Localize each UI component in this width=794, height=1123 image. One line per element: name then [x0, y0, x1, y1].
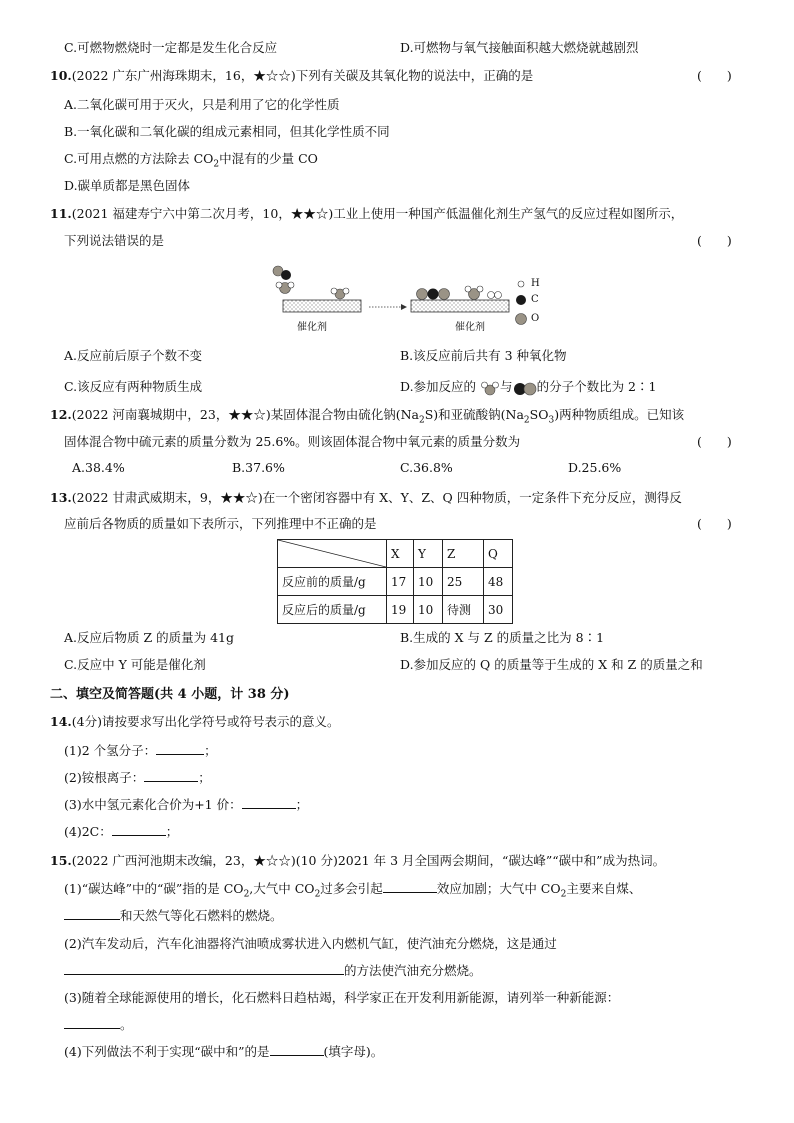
q15-part2-line2: 的方法使汽油充分燃烧。 [64, 961, 482, 979]
q12-option-d: D.25.6% [568, 460, 622, 475]
answer-blank[interactable] [144, 769, 198, 782]
q9-option-d: D.可燃物与氧气接触面积越大燃烧就越剧烈 [400, 40, 639, 55]
co-molecule-before [273, 266, 291, 280]
q11-number: 11. [50, 206, 72, 221]
h2o-molecule-before-2 [331, 288, 349, 299]
q14-number: 14. [50, 714, 72, 729]
table-cell: 25 [443, 568, 484, 596]
q15-part1-line1: (1)“碳达峰”中的“碳”指的是 $CO_2$,大气中 $CO_2$过多会引起 效应加剧；大气中 $CO_2$主要来自煤、 [64, 881, 642, 900]
section-2-title: 二、填空及简答题(共 4 小题，计 38 分) [50, 687, 290, 702]
table-row-label: 反应前的质量/g [278, 568, 387, 596]
q15-part3-line1: (3)随着全球能源使用的增长，化石燃料日趋枯竭，科学家正在开发利用新能源，请列举一种新能源： [64, 990, 620, 1005]
q12-option-a: A.38.4% [72, 460, 125, 475]
q15-part4: (4)下列做法不利于实现“碳中和”的是 (填字母)。 [64, 1044, 384, 1059]
q11-answer-paren[interactable]: ( ) [697, 233, 732, 248]
q15-part1-line2: 和天然气等化石燃料的燃烧。 [64, 906, 283, 924]
q12-option-b: B.37.6% [232, 460, 285, 475]
catalyst-block-before [283, 300, 361, 312]
answer-blank[interactable] [64, 1016, 120, 1029]
legend-o-atom [516, 314, 527, 325]
q10-option-c: C.可用点燃的方法除去 $CO_2$中混有的少量 CO [64, 151, 318, 170]
q14-item-4: (4)2C： ； [64, 824, 179, 839]
q13-mass-table [277, 539, 513, 624]
q11-stem-line2: 下列说法错误的是 [64, 233, 165, 248]
q11-catalyst-label-2: 催化剂 [455, 322, 485, 333]
table-cell: 48 [484, 568, 513, 596]
q15-stem: 15.(2022 广西河池期末改编，23，★☆☆)(10 分)2021 年 3 月全国两会期间，“碳达峰”“碳中和”成为热词。 [50, 853, 666, 868]
answer-blank[interactable] [112, 823, 166, 836]
h2o-molecule-after [465, 286, 483, 300]
q12-number: 12. [50, 407, 72, 422]
q11-legend-h: H [531, 278, 540, 289]
q13-option-a: A.反应后物质 Z 的质量为 41g [64, 630, 235, 645]
q13-number: 13. [50, 490, 72, 505]
h2-molecule-after [488, 292, 502, 299]
table-header-row [278, 540, 513, 568]
q13-answer-paren[interactable]: ( ) [697, 516, 732, 531]
q11-legend-o: O [531, 313, 540, 324]
q11-option-b: B.该反应前后共有 3 种氧化物 [400, 348, 567, 363]
q14-stem: 14.(4分)请按要求写出化学符号或符号表示的意义。 [50, 714, 340, 729]
answer-blank[interactable] [64, 907, 120, 920]
q10-option-a: A.二氧化碳可用于灭火，只是利用了它的化学性质 [64, 97, 340, 112]
q13-option-c: C.反应中 Y 可能是催化剂 [64, 657, 206, 672]
catalyst-block-after [411, 300, 509, 312]
q15-part3-line2: 。 [64, 1015, 133, 1033]
q11-option-a: A.反应前后原子个数不变 [64, 348, 203, 363]
q10-option-d: D.碳单质都是黑色固体 [64, 178, 191, 193]
q15-number: 15. [50, 853, 72, 868]
table-cell: 10 [414, 596, 443, 624]
q11-stem-line1: 11.(2021 福建寿宁六中第二次月考，10，★★☆)工业上使用一种国产低温催化剂生产氢气的反应过程如图所示， [50, 206, 684, 221]
answer-blank[interactable] [383, 880, 437, 893]
table-header-q: Q [484, 540, 513, 568]
q12-answer-paren[interactable]: ( ) [697, 434, 732, 449]
q9-option-c: C.可燃物燃烧时一定都是发生化合反应 [64, 40, 278, 55]
q10-option-b: B.一氧化碳和二氧化碳的组成元素相同，但其化学性质不同 [64, 124, 390, 139]
h2o-molecule-before-1 [276, 282, 294, 294]
table-cell: 30 [484, 596, 513, 624]
q13-stem-line2: 应前后各物质的质量如下表所示，下列推理中不正确的是 [64, 516, 377, 531]
h2o-molecule-icon [480, 380, 500, 396]
legend-h-atom [518, 281, 524, 287]
legend-c-atom [516, 295, 526, 305]
table-row [278, 568, 513, 596]
table-cell: 10 [414, 568, 443, 596]
co-molecule-icon [513, 380, 537, 396]
q10-text: (2022 广东广州海珠期末，16，★☆☆)下列有关碳及其氧化物的说法中，正确的是 [71, 68, 534, 83]
answer-blank[interactable] [242, 796, 296, 809]
q10-stem [50, 66, 533, 84]
q14-item-3: (3)水中氢元素化合价为+1 价： ； [64, 797, 309, 812]
q11-catalyst-label-1: 催化剂 [297, 322, 327, 333]
co2-molecule-after [417, 289, 450, 300]
q14-item-2: (2)铵根离子： ； [64, 770, 211, 785]
table-cell: 待测 [443, 596, 484, 624]
q13-stem-line1: 13.(2022 甘肃武威期末，9，★★☆)在一个密闭容器中有 X、Y、Z、Q 四种物质，一定条件下充分反应，测得反 [50, 490, 682, 505]
q12-stem-line2: 固体混合物中硫元素的质量分数为 25.6%。则该固体混合物中氧元素的质量分数为 [64, 434, 521, 449]
answer-blank[interactable] [64, 962, 344, 975]
q15-part2-line1: (2)汽车发动后，汽车化油器将汽油喷成雾状进入内燃机气缸，使汽油充分燃烧，这是通过 [64, 936, 557, 951]
table-cell: 17 [387, 568, 414, 596]
q13-option-b: B.生成的 X 与 Z 的质量之比为 8∶1 [400, 630, 605, 645]
table-header-x: X [387, 540, 414, 568]
q11-legend-c: C [531, 294, 539, 305]
answer-blank[interactable] [156, 742, 204, 755]
table-row-label: 反应后的质量/g [278, 596, 387, 624]
table-header-z: Z [443, 540, 484, 568]
table-header-y: Y [414, 540, 443, 568]
q13-option-d: D.参加反应的 Q 的质量等于生成的 X 和 Z 的质量之和 [400, 657, 703, 672]
q10-number: 10. [50, 68, 72, 83]
q11-option-c: C.该反应有两种物质生成 [64, 379, 203, 394]
q10-answer-paren[interactable]: ( ) [697, 68, 732, 83]
q11-option-d: D.参加反应的 与 的分子个数比为 2∶1 [400, 379, 657, 394]
table-row [278, 596, 513, 624]
q12-stem-line1: 12.(2022 河南襄城期中，23，★★☆)某固体混合物由硫化钠$(Na_2S)$和亚硫酸钠$(Na_2SO_3)$两种物质组成。已知该 [50, 407, 685, 426]
answer-blank[interactable] [270, 1043, 324, 1056]
q12-option-c: C.36.8% [400, 460, 453, 475]
q14-item-1: (1)2 个氢分子： ； [64, 743, 217, 758]
table-cell: 19 [387, 596, 414, 624]
table-corner-cell [278, 540, 387, 568]
